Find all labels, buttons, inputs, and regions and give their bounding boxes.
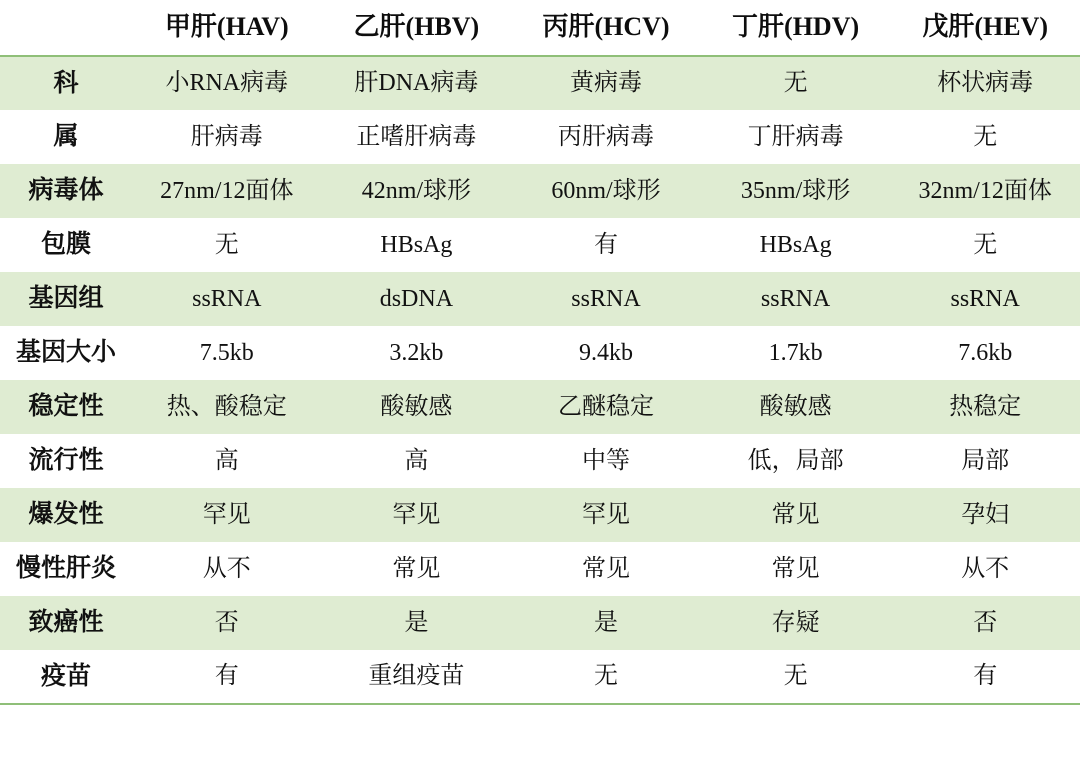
table-cell: 7.5kb bbox=[132, 326, 322, 380]
table-cell: 否 bbox=[890, 596, 1080, 650]
table-cell: 9.4kb bbox=[511, 326, 701, 380]
table-cell: 局部 bbox=[890, 434, 1080, 488]
table-cell: 酸敏感 bbox=[322, 380, 512, 434]
header-cell-hdv: 丁肝(HDV) bbox=[701, 0, 891, 56]
table-cell: 27nm/12面体 bbox=[132, 164, 322, 218]
table-cell: 存疑 bbox=[701, 596, 891, 650]
table-cell: 35nm/球形 bbox=[701, 164, 891, 218]
table-cell: 32nm/12面体 bbox=[890, 164, 1080, 218]
table-cell: 有 bbox=[511, 218, 701, 272]
table-cell: ssRNA bbox=[890, 272, 1080, 326]
header-cell-corner bbox=[0, 0, 132, 56]
table-cell: 否 bbox=[132, 596, 322, 650]
table-cell: 是 bbox=[511, 596, 701, 650]
header-cell-hcv: 丙肝(HCV) bbox=[511, 0, 701, 56]
row-label: 科 bbox=[0, 56, 132, 110]
table-cell: 罕见 bbox=[511, 488, 701, 542]
table-cell: 常见 bbox=[322, 542, 512, 596]
table-cell: 罕见 bbox=[132, 488, 322, 542]
table-cell: 杯状病毒 bbox=[890, 56, 1080, 110]
table-cell: 小RNA病毒 bbox=[132, 56, 322, 110]
table-cell: 无 bbox=[511, 650, 701, 704]
row-label: 包膜 bbox=[0, 218, 132, 272]
table-cell: 从不 bbox=[132, 542, 322, 596]
table-cell: 高 bbox=[132, 434, 322, 488]
row-label: 基因组 bbox=[0, 272, 132, 326]
table-cell: HBsAg bbox=[701, 218, 891, 272]
table-cell: 无 bbox=[701, 56, 891, 110]
table-row bbox=[0, 650, 1080, 704]
table-cell: 丁肝病毒 bbox=[701, 110, 891, 164]
table-cell: 肝DNA病毒 bbox=[322, 56, 512, 110]
table-cell: 肝病毒 bbox=[132, 110, 322, 164]
table-cell: 重组疫苗 bbox=[322, 650, 512, 704]
row-label: 疫苗 bbox=[0, 650, 132, 704]
table-cell: 42nm/球形 bbox=[322, 164, 512, 218]
header-cell-hav: 甲肝(HAV) bbox=[132, 0, 322, 56]
table-row bbox=[0, 380, 1080, 434]
table-row bbox=[0, 542, 1080, 596]
row-label: 慢性肝炎 bbox=[0, 542, 132, 596]
table-cell: 有 bbox=[890, 650, 1080, 704]
table-cell: 黄病毒 bbox=[511, 56, 701, 110]
table-cell: 罕见 bbox=[322, 488, 512, 542]
table-cell: 正嗜肝病毒 bbox=[322, 110, 512, 164]
row-label: 稳定性 bbox=[0, 380, 132, 434]
table-header bbox=[0, 0, 1080, 56]
row-label: 流行性 bbox=[0, 434, 132, 488]
table-row bbox=[0, 218, 1080, 272]
table-cell: 无 bbox=[701, 650, 891, 704]
table-row bbox=[0, 434, 1080, 488]
row-label: 爆发性 bbox=[0, 488, 132, 542]
table-cell: 常见 bbox=[511, 542, 701, 596]
table-cell: 无 bbox=[890, 110, 1080, 164]
table-cell: ssRNA bbox=[511, 272, 701, 326]
table-cell: 有 bbox=[132, 650, 322, 704]
row-label: 基因大小 bbox=[0, 326, 132, 380]
table-cell: 3.2kb bbox=[322, 326, 512, 380]
table-cell: 低，局部 bbox=[701, 434, 891, 488]
table-cell: 酸敏感 bbox=[701, 380, 891, 434]
table-cell: 高 bbox=[322, 434, 512, 488]
table-cell: 热、酸稳定 bbox=[132, 380, 322, 434]
row-label: 属 bbox=[0, 110, 132, 164]
header-cell-hev: 戊肝(HEV) bbox=[890, 0, 1080, 56]
table-cell: 热稳定 bbox=[890, 380, 1080, 434]
table-row bbox=[0, 488, 1080, 542]
table-cell: 无 bbox=[132, 218, 322, 272]
table-row bbox=[0, 272, 1080, 326]
row-label: 致癌性 bbox=[0, 596, 132, 650]
table-cell: 是 bbox=[322, 596, 512, 650]
table-cell: 无 bbox=[890, 218, 1080, 272]
table-cell: 丙肝病毒 bbox=[511, 110, 701, 164]
table-cell: 1.7kb bbox=[701, 326, 891, 380]
header-row bbox=[0, 0, 1080, 56]
header-cell-hbv: 乙肝(HBV) bbox=[322, 0, 512, 56]
table-cell: ssRNA bbox=[132, 272, 322, 326]
table-cell: 中等 bbox=[511, 434, 701, 488]
table-cell: HBsAg bbox=[322, 218, 512, 272]
table-cell: 常见 bbox=[701, 488, 891, 542]
row-label: 病毒体 bbox=[0, 164, 132, 218]
table-cell: 从不 bbox=[890, 542, 1080, 596]
table-row bbox=[0, 164, 1080, 218]
table-row bbox=[0, 326, 1080, 380]
table-cell: 常见 bbox=[701, 542, 891, 596]
table-row bbox=[0, 110, 1080, 164]
table-body bbox=[0, 56, 1080, 704]
table-cell: ssRNA bbox=[701, 272, 891, 326]
table-row bbox=[0, 596, 1080, 650]
table-cell: 7.6kb bbox=[890, 326, 1080, 380]
table-cell: dsDNA bbox=[322, 272, 512, 326]
table-cell: 60nm/球形 bbox=[511, 164, 701, 218]
table-cell: 乙醚稳定 bbox=[511, 380, 701, 434]
table-cell: 孕妇 bbox=[890, 488, 1080, 542]
table-row bbox=[0, 56, 1080, 110]
